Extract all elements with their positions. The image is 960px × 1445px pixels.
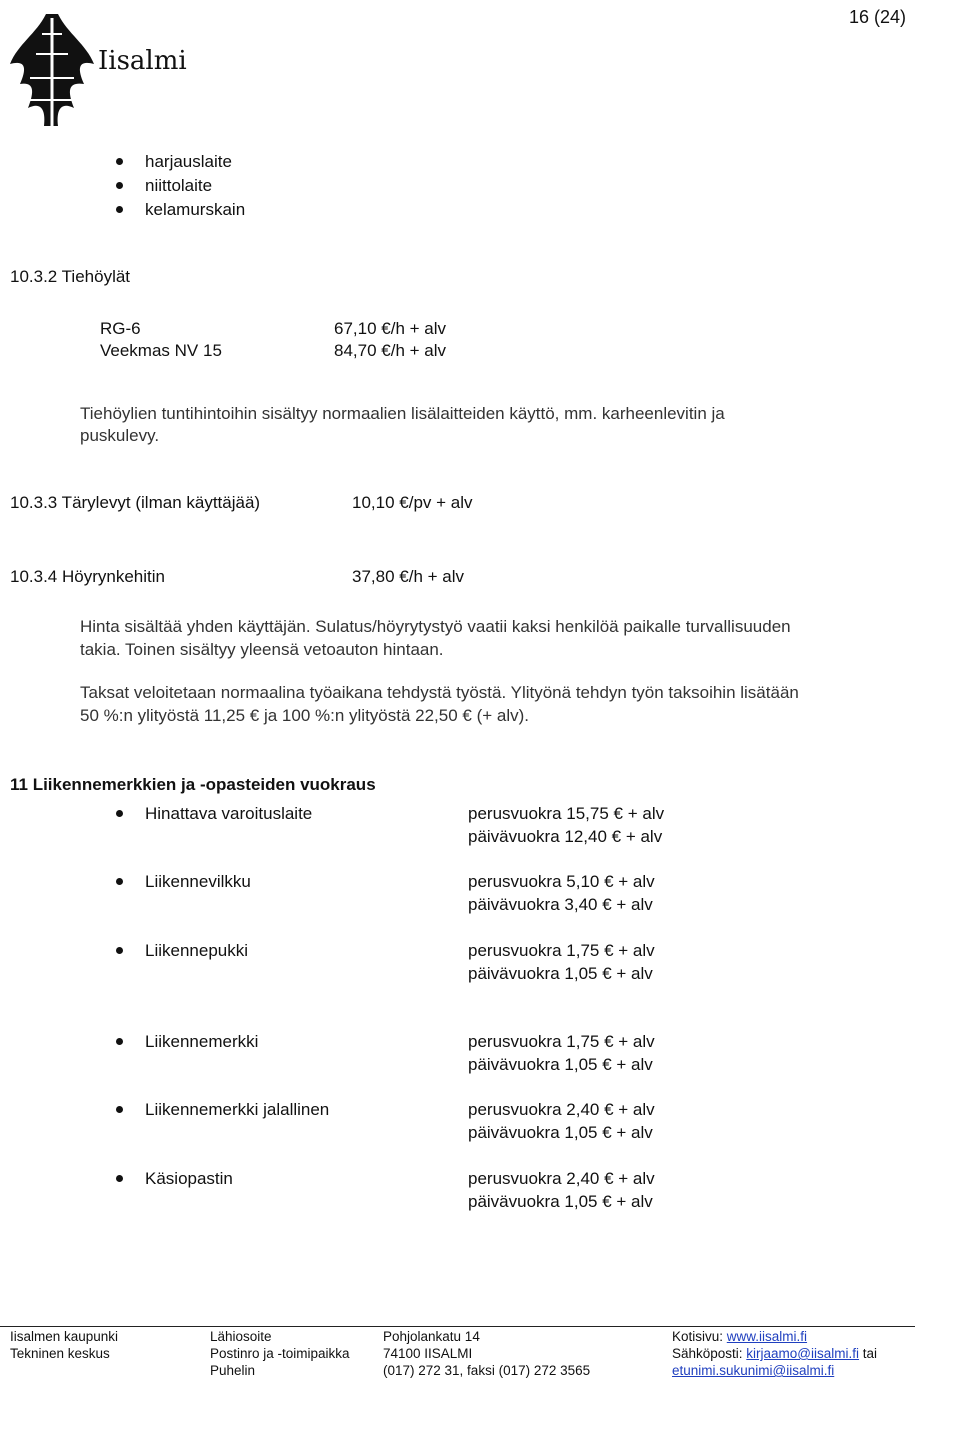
bullet-icon (116, 158, 123, 165)
bullet-icon (116, 1106, 123, 1113)
footer-org (10, 1328, 118, 1362)
footer-org-name: Iisalmen kaupunki (10, 1329, 119, 1344)
rental-item-name: Liikennemerkki jalallinen (145, 1100, 330, 1119)
footer-department: Tekninen keskus (10, 1346, 110, 1361)
footer-alt-email-row (672, 1362, 877, 1379)
footer-postal-code: 74100 IISALMI (383, 1346, 473, 1361)
rental-base-price: perusvuokra 15,75 € + alv (468, 804, 665, 823)
footer-label-address: Lähiosoite (210, 1329, 272, 1344)
homepage-label: Kotisivu: (672, 1329, 727, 1344)
section-heading-11: 11 Liikennemerkkien ja -opasteiden vuokraus (10, 775, 376, 794)
iisalmi-logo (6, 4, 196, 130)
footer-contact (672, 1328, 877, 1379)
rental-daily-price: päivävuokra 12,40 € + alv (468, 827, 663, 846)
bullet-icon (116, 206, 123, 213)
footer-homepage-row (672, 1328, 877, 1345)
alt-email-link[interactable]: etunimi.sukunimi@iisalmi.fi (672, 1363, 835, 1378)
footer-label-phone: Puhelin (210, 1363, 256, 1378)
rental-base-price: perusvuokra 1,75 € + alv (468, 1032, 655, 1051)
list-item: kelamurskain (145, 200, 246, 219)
grader-note: Tiehöylien tuntihintoihin sisältyy normaalien lisälaitteiden käyttö, mm. karheenlevitin ja (80, 404, 725, 423)
rental-daily-price: päivävuokra 1,05 € + alv (468, 1123, 653, 1142)
bullet-icon (116, 1175, 123, 1182)
rental-base-price: perusvuokra 5,10 € + alv (468, 872, 655, 891)
email-suffix: tai (859, 1346, 878, 1361)
bullet-icon (116, 878, 123, 885)
rental-item-name: Hinattava varoituslaite (145, 804, 313, 823)
footer-values (383, 1328, 590, 1379)
homepage-link[interactable]: www.iisalmi.fi (726, 1329, 808, 1344)
page-number: 16 (24) (848, 7, 906, 27)
bullet-icon (116, 1038, 123, 1045)
rental-item-name: Liikennevilkku (145, 872, 251, 891)
rental-base-price: perusvuokra 1,75 € + alv (468, 941, 655, 960)
rental-daily-price: päivävuokra 1,05 € + alv (468, 1055, 653, 1074)
grader-price: 84,70 €/h + alv (334, 341, 447, 360)
rental-item-name: Liikennemerkki (145, 1032, 259, 1051)
rental-daily-price: päivävuokra 1,05 € + alv (468, 1192, 653, 1211)
section-heading-10-3-2: 10.3.2 Tiehöylät (10, 267, 131, 286)
footer-street-address: Pohjolankatu 14 (383, 1329, 480, 1344)
grader-name: Veekmas NV 15 (100, 341, 222, 360)
rental-base-price: perusvuokra 2,40 € + alv (468, 1169, 655, 1188)
bullet-icon (116, 182, 123, 189)
list-item: harjauslaite (145, 152, 232, 171)
grader-name: RG-6 (100, 319, 141, 338)
bullet-icon (116, 947, 123, 954)
footer-labels (210, 1328, 350, 1379)
overtime-note: Taksat veloitetaan normaalina työaikana tehdystä työstä. Ylityönä tehdyn työn taksoihin lisätään (80, 683, 799, 702)
logo-wordmark: Iisalmi (98, 46, 187, 76)
steam-note: Hinta sisältää yhden käyttäjän. Sulatus/höyrytystyö vaatii kaksi henkilöä paikalle turvallisuuden (80, 617, 791, 636)
grader-note-cont: puskulevy. (80, 426, 160, 445)
footer-divider (0, 1326, 915, 1327)
footer-phone-fax: (017) 272 31, faksi (017) 272 3565 (383, 1363, 591, 1378)
overtime-note-cont: 50 %:n ylityöstä 11,25 € ja 100 %:n ylityöstä 22,50 € (+ alv). (80, 706, 530, 725)
footer-email-row (672, 1345, 877, 1362)
section-heading-10-3-4: 10.3.4 Höyrynkehitin (10, 567, 165, 586)
plate-compactor-price: 10,10 €/pv + alv (352, 493, 473, 512)
rental-item-name: Liikennepukki (145, 941, 249, 960)
rental-daily-price: päivävuokra 3,40 € + alv (468, 895, 653, 914)
section-heading-10-3-3: 10.3.3 Tärylevyt (ilman käyttäjää) (10, 493, 261, 512)
rental-daily-price: päivävuokra 1,05 € + alv (468, 964, 653, 983)
rental-item-name: Käsiopastin (145, 1169, 233, 1188)
email-link[interactable]: kirjaamo@iisalmi.fi (746, 1346, 860, 1361)
grader-price: 67,10 €/h + alv (334, 319, 447, 338)
footer-label-postal: Postinro ja -toimipaikka (210, 1346, 350, 1361)
list-item: niittolaite (145, 176, 213, 195)
email-label: Sähköposti: (672, 1346, 747, 1361)
steam-note-cont: takia. Toinen sisältyy yleensä vetoauton hintaan. (80, 640, 444, 659)
bullet-icon (116, 810, 123, 817)
rental-base-price: perusvuokra 2,40 € + alv (468, 1100, 655, 1119)
steam-generator-price: 37,80 €/h + alv (352, 567, 465, 586)
